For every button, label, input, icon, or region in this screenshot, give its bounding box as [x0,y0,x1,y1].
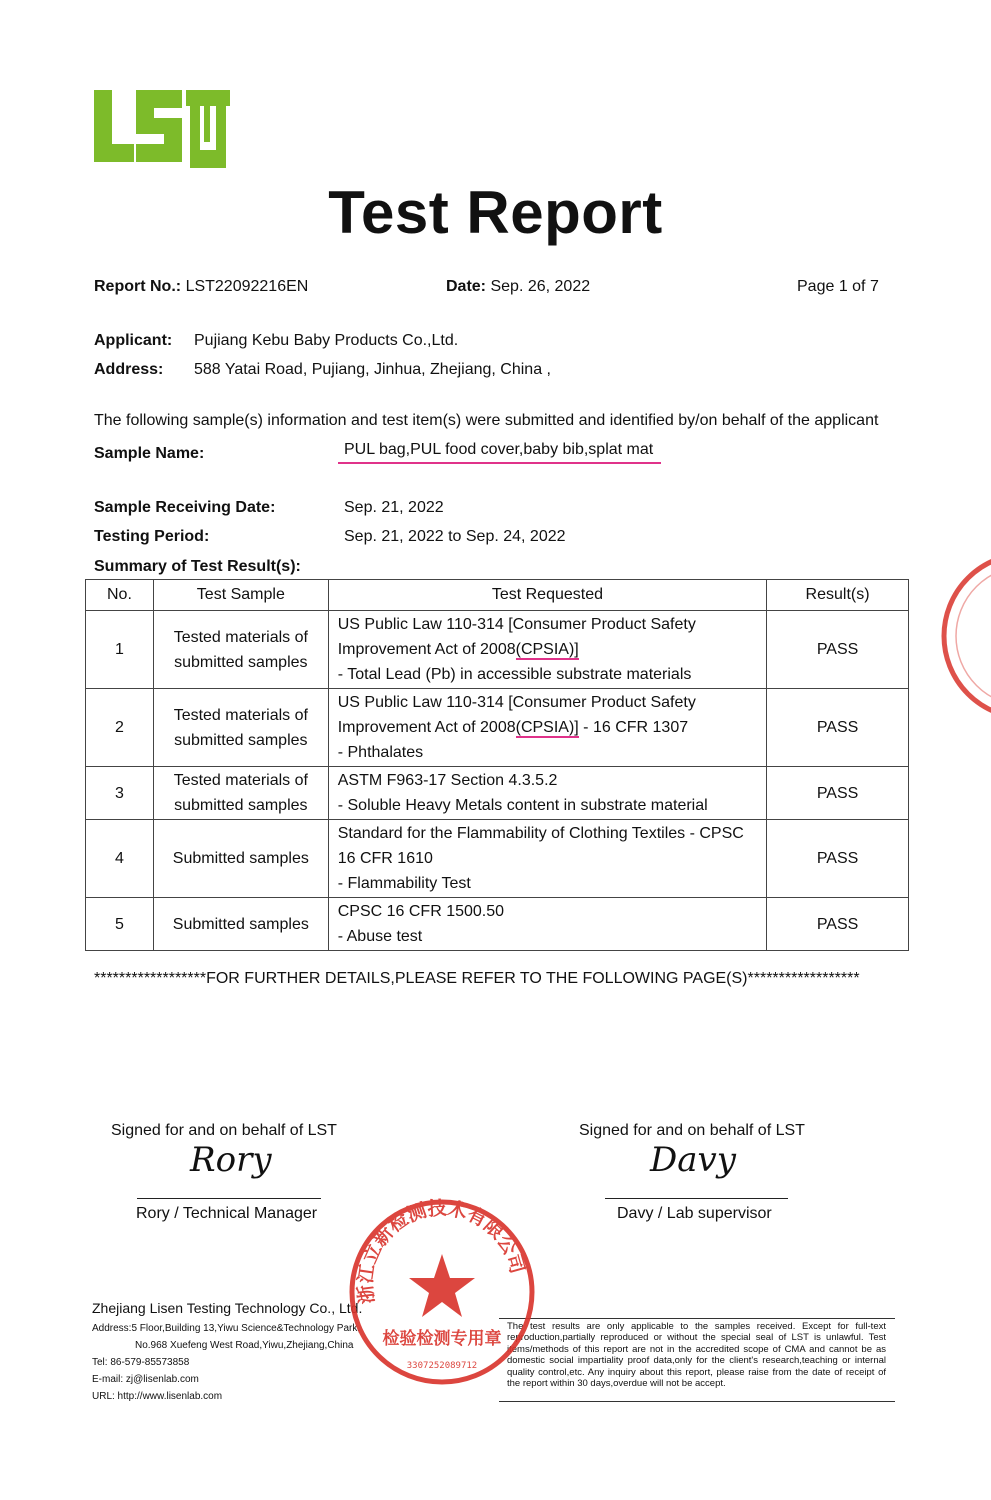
left-signer-name: Rory / Technical Manager [136,1205,318,1222]
header-results: Result(s) [767,580,909,611]
company-seal [346,1196,538,1388]
table-row [86,767,909,820]
applicant-value: Pujiang Kebu Baby Products Co.,Ltd. [194,332,459,349]
results-table [85,579,909,951]
table-header-row [86,580,909,611]
disclaimer-top-rule [499,1318,895,1319]
report-title: Test Report [328,179,663,246]
disclaimer-text: The test results are only applicable to the samples received. Except for full-text reproduction,partially reproduced or without the special seal of LST is unlawful. Test items/methods of this report are not in the accredited scope of CMA and cannot be as domestic social impartiality proof data,only for the client's research,teaching or internal quality control,etc. Any inquiry about this report, please raise from the date of receipt of the report within 30 days,overdue will not be accept. [507,1321,886,1390]
row-result: PASS [767,820,909,898]
report-number: Report No.: LST22092216EN [94,278,309,295]
row-no: 2 [86,689,154,767]
row-result: PASS [767,898,909,951]
seal-middle-text: 检验检测专用章 [382,1329,502,1349]
left-signature-line [137,1198,321,1199]
row-request: CPSC 16 CFR 1500.50 - Abuse test [328,898,766,951]
row-sample: Submitted samples [153,898,328,951]
applicant-label: Applicant: [94,332,173,349]
disclaimer-bottom-rule [499,1401,895,1402]
company-address-2: No.968 Xuefeng West Road,Yiwu,Zhejiang,China [135,1340,354,1351]
row-no: 3 [86,767,154,820]
report-date: Date: Sep. 26, 2022 [446,278,591,295]
receiving-date-value: Sep. 21, 2022 [344,499,444,516]
right-signature-line [605,1198,788,1199]
testing-period-label: Testing Period: [94,528,210,545]
further-details-note: ******************FOR FURTHER DETAILS,PLEASE REFER TO THE FOLLOWING PAGE(S)****************** [94,970,860,987]
left-signature: Rory [190,1140,272,1180]
intro-text: The following sample(s) information and test item(s) were submitted and identified by/on behalf of the applicant [94,412,879,429]
table-row [86,898,909,951]
address-value: 588 Yatai Road, Pujiang, Jinhua, Zhejiang, China , [194,361,551,378]
table-row [86,611,909,689]
address-label: Address: [94,361,164,378]
header-no: No. [86,580,154,611]
seal-number: 3307252089712 [406,1361,478,1371]
header-test-requested: Test Requested [328,580,766,611]
company-name: Zhejiang Lisen Testing Technology Co., Ltd. [92,1300,363,1316]
right-signature: Davy [650,1140,736,1180]
header-test-sample: Test Sample [153,580,328,611]
company-tel: Tel: 86-579-85573858 [92,1357,190,1368]
company-address-1: Address:5 Floor,Building 13,Yiwu Science&Technology Park, [92,1323,361,1334]
row-sample: Tested materials of submitted samples [153,767,328,820]
row-no: 4 [86,820,154,898]
page-number: Page 1 of 7 [797,278,879,295]
receiving-date-label: Sample Receiving Date: [94,499,276,516]
lst-logo [92,88,232,170]
table-row [86,689,909,767]
row-no: 5 [86,898,154,951]
row-request: US Public Law 110-314 [Consumer Product Safety Improvement Act of 2008(CPSIA)] - 16 CFR 1307 - Phthalates [328,689,766,767]
company-email: E-mail: zj@lisenlab.com [92,1374,199,1385]
right-signer-name: Davy / Lab supervisor [617,1205,772,1222]
company-url: URL: http://www.lisenlab.com [92,1391,223,1402]
row-sample: Submitted samples [153,820,328,898]
row-no: 1 [86,611,154,689]
row-sample: Tested materials of submitted samples [153,611,328,689]
row-request: Standard for the Flammability of Clothing Textiles - CPSC 16 CFR 1610 - Flammability Test [328,820,766,898]
row-result: PASS [767,689,909,767]
table-row [86,820,909,898]
row-result: PASS [767,611,909,689]
testing-period-value: Sep. 21, 2022 to Sep. 24, 2022 [344,528,566,545]
row-request: US Public Law 110-314 [Consumer Product Safety Improvement Act of 2008(CPSIA)] - Total Lead (Pb) in accessible substrate materials [328,611,766,689]
summary-label: Summary of Test Result(s): [94,558,301,575]
row-sample: Tested materials of submitted samples [153,689,328,767]
left-signed-heading: Signed for and on behalf of LST [111,1122,337,1139]
right-signed-heading: Signed for and on behalf of LST [579,1122,805,1139]
partial-seal [938,548,991,723]
row-request: ASTM F963-17 Section 4.3.5.2 - Soluble Heavy Metals content in substrate material [328,767,766,820]
sample-name-label: Sample Name: [94,445,205,462]
sample-name-value: PUL bag,PUL food cover,baby bib,splat mat [338,441,661,464]
seal-top-text: 浙江立新检测技术有限公司 [354,1197,529,1306]
row-result: PASS [767,767,909,820]
